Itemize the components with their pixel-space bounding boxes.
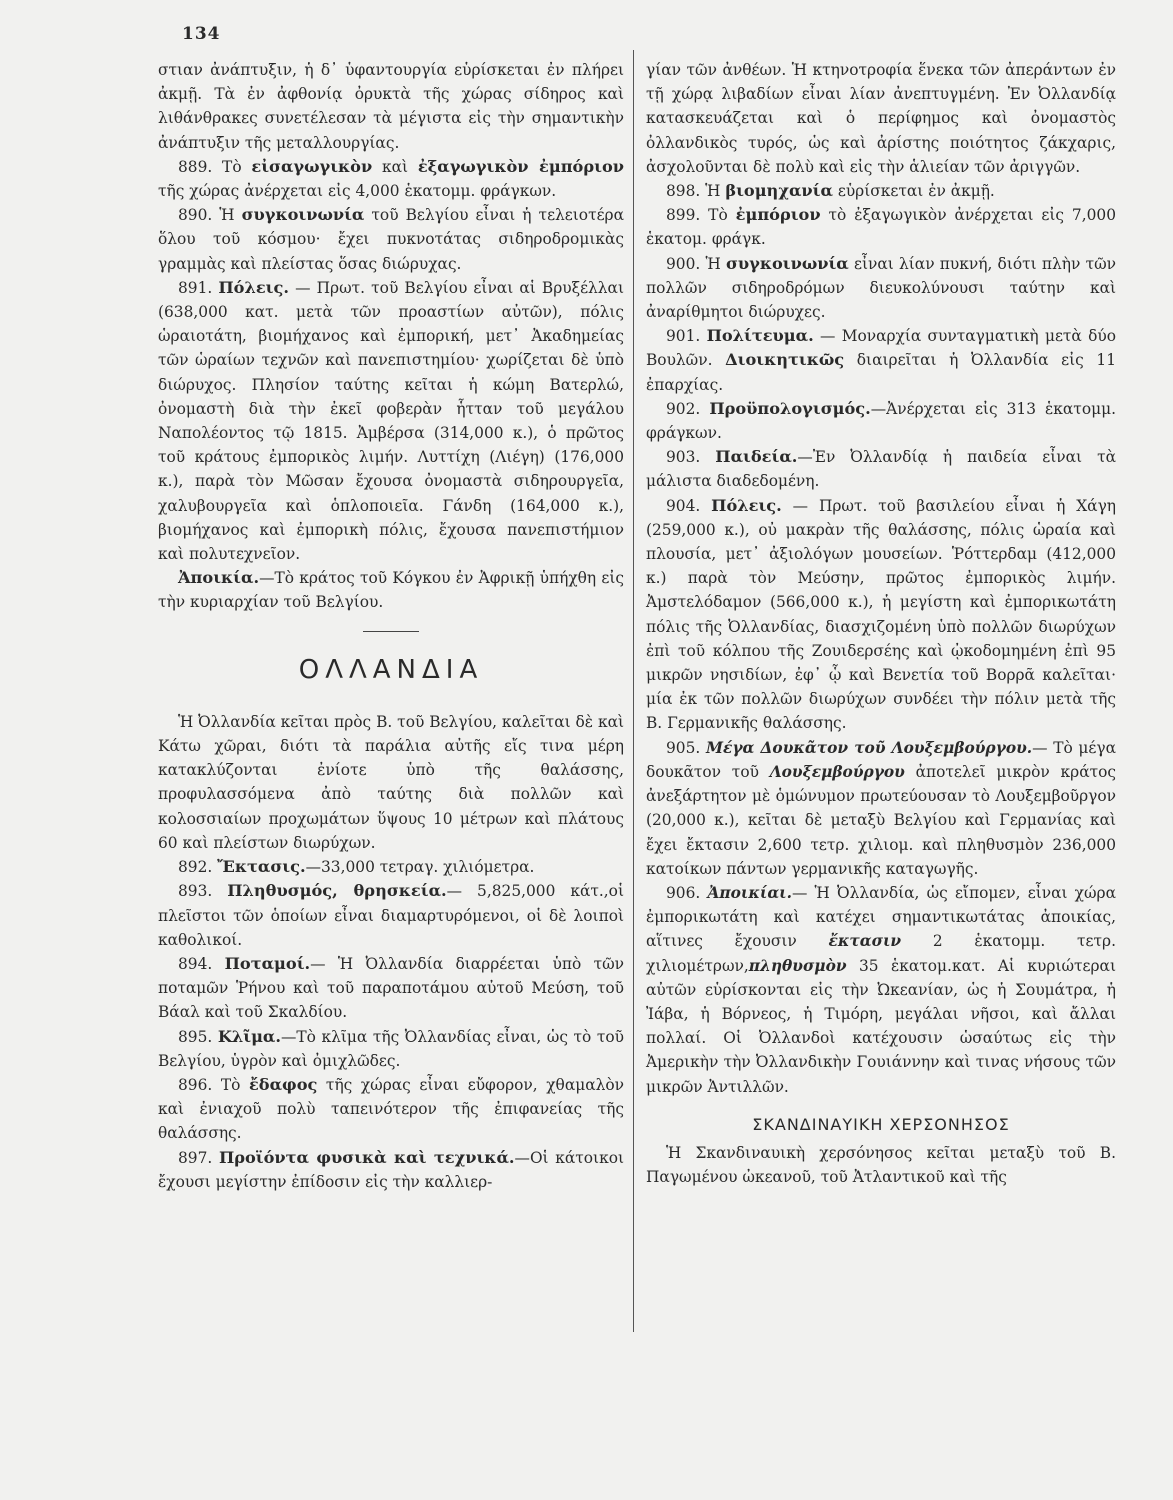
para-text: — Τὸ μέγα δουκᾶτον τοῦ [646,738,1116,781]
keyword: ἐμπόριον [735,205,821,225]
section-rule [363,631,419,632]
keyword: Πόλεις. [218,277,289,297]
paragraph-889 [158,155,624,203]
para-text: — Πρωτ. τοῦ Βελγίου εἶναι αἱ Βρυξέλλαι (638,000 κατ. μετὰ τῶν προαστίων αὐτῶν), πόλις ὡραιοτάτη, βιομήχανος καὶ ἐμπορική, μετ᾽ Ἀκαδημείας τῶν ὡραίων τεχνῶν καὶ πανεπιστημίου· χωρίζεται δὲ ὑπὸ διώρυχος. Πλησίον ταύτης κεῖται ἡ κώμη Βατερλώ, ὀνομαστὴ διὰ τὴν ἐκεῖ φοβερὰν ἧτταν τοῦ μεγάλου Ναπολέοντος τῷ 1815. Ἀμβέρσα (314,000 κ.), ὁ πρῶτος τοῦ κράτους ἐμπορικὸς λιμήν. Λυττίχη (Λιέγη) (176,000 κ.), παρὰ τὸν Μῶσαν ἔχουσα ὀνομαστὰ σιδηρουργεῖα, χαλυβουργεῖα καὶ ὁπλοποιεῖα. Γάνδη (164,000 κ.), βιομήχανος καὶ ἐμπορικὴ πόλις, ἔχουσα πανεπιστήμιον καὶ πολυτεχνεῖον. [158,278,624,564]
right-column [646,58,1116,1189]
paragraph-890 [158,203,624,276]
para-number: 899. Τὸ [666,206,736,225]
keyword: συγκοινωνία [241,205,365,225]
para-text: —Τὸ κλῖμα τῆς Ὀλλανδίας εἶναι, ὡς τὸ τοῦ Βελγίου, ὑγρὸν καὶ ὀμιχλῶδες. [158,1027,624,1070]
para-number: 891. [178,278,219,297]
keyword: Πληθυσμός, θρησκεία. [227,881,447,901]
para-number: 895. [178,1027,218,1046]
paragraph-899 [646,203,1116,251]
paragraph-continuation: στιαν ἀνάπτυξιν, ἡ δ᾽ ὑφαντουργία εὑρίσκεται ἐν πλήρει ἀκμῇ. Τὰ ἐν ἀφθονίᾳ ὀρυκτὰ τῆς χώρας σίδηρος καὶ λιθάνθρακες συνετέλεσαν τὰ μέγιστα εἰς τὴν σημαντικὴν ἀνάπτυξιν τῆς μεταλλουργίας. [158,61,624,152]
para-text: — 5,825,000 κάτ.,οἱ πλεῖστοι τῶν ὁποίων εἶναι διαμαρτυρόμενοι, οἱ δὲ λοιποὶ καθολικοί. [158,882,624,949]
keyword: ἔκτασιν [828,932,902,951]
para-text: — Μοναρχία συνταγματικὴ μετὰ δύο Βουλῶν. [646,327,1116,370]
keyword: Ἀποικίαι. [707,883,792,902]
para-number: 898. Ἡ [666,182,726,201]
para-text: — Πρωτ. τοῦ βασιλείου εἶναι ἡ Χάγη (259,000 κ.), οὐ μακρὰν τῆς θαλάσσης, πόλις ὡραία καὶ πλουσία, μετ᾽ ἀξιολόγων μουσείων. Ῥόττερδαμ (412,000 κ.) παρὰ τὸν Μεύσην, πρῶτος ἐμπορικὸς λιμήν. Ἀμστελόδαμον (566,000 κ.), ἡ μεγίστη καὶ ἐμπορικωτάτη πόλις τῆς Ὀλλανδίας, διασχιζομένη ὑπὸ πολλῶν διωρύχων ἐπὶ τοῦ κόλπου τῆς Ζουιδερσέης καὶ ᾠκοδομημένη ἐπὶ 95 μικρῶν νησιδίων, ἐφ᾽ ᾧ καὶ Βενετία τοῦ Βορρᾶ καλεῖται· μία ἐκ τῶν πολλῶν διωρύχων συνδέει τὴν πόλιν μετὰ τῆς Β. Γερμανικῆς θαλάσσης. [646,496,1116,733]
keyword: Ἔκτασις. [217,857,306,877]
paragraph-900 [646,252,1116,325]
para-number: 903. [666,448,716,467]
paragraph-holland-intro: Ἡ Ὀλλανδία κεῖται πρὸς Β. τοῦ Βελγίου, καλεῖται δὲ καὶ Κάτω χῶραι, διότι τὰ παράλια αὐτῆς εἴς τινα μέρη κατακλύζονται ἐνίοτε ὑπὸ τῆς θαλάσσης, προφυλασσόμενα ἀπὸ ταύτης διὰ πολλῶν καὶ κολοσσιαίων προχωμάτων ὕψους 10 μέτρων καὶ πλάτους 60 καὶ πλείστων διωρύχων. [158,712,624,852]
keyword: Ποταμοί. [224,953,311,973]
para-text: — Ἡ Ὀλλανδία διαρρέεται ὑπὸ τῶν ποταμῶν Ῥήνου καὶ τοῦ παραποτάμου αὐτοῦ Μεύση, τοῦ Βάαλ καὶ τοῦ Σκαλδίου. [158,954,624,1022]
paragraph-898 [646,179,1116,203]
para-number: 893. [178,882,228,901]
section-title-holland: ΟΛΛΑΝΔΙΑ [298,654,484,685]
para-text: 35 ἑκατομ.κατ. Αἱ κυριώτεραι αὐτῶν εὑρίσκονται εἰς τὴν Ὠκεανίαν, ὡς ἡ Σουμάτρα, ἡ Ἰάβα, ἡ Βόρνεος, ἡ Τιμόρη, μεγάλαι νῆσοι, καὶ ἄλλαι πολλαί. Οἱ Ὀλλανδοὶ κατέχουσιν ὡσαύτως εἰς τὴν Ἀμερικὴν τὴν Ὀλλανδικὴν Γουιάννην καὶ τινας νήσους τῶν μικρῶν Ἀντιλλῶν. [646,956,1116,1096]
para-number: 897. [178,1148,219,1167]
keyword: συγκοινωνία [725,253,849,273]
para-text: τὸ ἐξαγωγικὸν ἀνέρχεται εἰς 7,000 ἑκατομ. φράγκ. [646,206,1116,249]
para-number: 892. [178,858,218,877]
para-number: 896. Τὸ [178,1075,249,1094]
paragraph-896 [158,1073,624,1146]
paragraph-891 [158,276,624,566]
paragraph-893 [158,879,624,952]
paragraph-902 [646,397,1116,445]
keyword: πληθυσμὸν [748,956,847,975]
para-text: —33,000 τετραγ. χιλιόμετρα. [305,858,535,877]
para-text: —Τὸ κράτος τοῦ Κόγκου ἐν Ἀφρικῇ ὑπήχθη εἰς τὴν κυριαρχίαν τοῦ Βελγίου. [158,569,624,612]
paragraph-903 [646,445,1116,493]
paragraph-apoikia [158,566,624,614]
keyword: ἐξαγωγικὸν ἐμπόριον [417,156,624,176]
para-text: —Ἀνέρχεται εἰς 313 ἑκατομμ. φράγκων. [646,399,1116,443]
para-text: εἶναι λίαν πυκνή, διότι πλὴν τῶν πολλῶν σιδηροδρόμων διευκολύνουσι ταύτην καὶ ἀναρίθμητοι διώρυχες. [646,254,1116,322]
para-number: 906. [666,883,708,902]
para-number: 904. [666,496,712,515]
keyword: Προϋπολογισμός. [709,398,871,418]
para-text: 2 ἑκατομμ. τετρ. χιλιομέτρων, [646,932,1116,975]
para-text: καὶ [372,157,418,176]
keyword: βιομηχανία [725,181,833,201]
para-number: 890. Ἡ [178,206,242,225]
para-text: —Ἐν Ὀλλανδίᾳ ἡ παιδεία εἶναι τὰ μάλιστα διαδεδομένη. [646,448,1116,491]
page-number: 134 [182,24,221,44]
section-title-scandinavia: ΣΚΑΝΔΙΝΑΥΙΚΗ ΧΕΡΣΟΝΗΣΟΣ [752,1114,1010,1134]
paragraph-scandinavia-intro: Ἡ Σκανδιναυικὴ χερσόνησος κεῖται μεταξὺ τοῦ Β. Παγωμένου ὠκεανοῦ, τοῦ Ἀτλαντικοῦ καὶ τῆς [646,1143,1116,1187]
keyword: Παιδεία. [715,447,798,467]
para-text: τῆς χώρας ἀνέρχεται εἰς 4,000 ἑκατομμ. φράγκων. [158,182,557,201]
para-number: 889. Τὸ [178,157,252,176]
keyword: Μέγα Δουκᾶτον τοῦ Λουξεμβούργου. [705,738,1033,757]
keyword: Πολίτευμα. [706,326,814,346]
column-divider [633,50,634,1332]
para-number: 900. Ἡ [666,254,726,273]
keyword: Λουξεμβούργου [769,762,905,781]
keyword: εἰσαγωγικὸν [251,156,373,176]
paragraph-895 [158,1025,624,1073]
para-number: 901. [666,327,707,346]
keyword: Πόλεις. [711,495,782,515]
keyword: Προϊόντα φυσικὰ καὶ τεχνικά. [218,1147,515,1167]
para-number: 902. [666,399,710,418]
paragraph-904 [646,494,1116,736]
para-text: τῆς χώρας εἶναι εὔφορον, χθαμαλὸν καὶ ἐνιαχοῦ πολὺ ταπεινότερον τῆς ἐπιφανείας τῆς θαλάσσης. [158,1075,624,1143]
keyword: Κλῖμα. [217,1026,282,1046]
keyword: ἔδαφος [248,1074,318,1094]
keyword: Ἀποικία. [178,568,260,588]
para-text: διαιρεῖται ἡ Ὀλλανδία εἰς 11 ἐπαρχίας. [646,351,1116,394]
para-text: εὑρίσκεται ἐν ἀκμῇ. [832,182,995,201]
para-text: ἀποτελεῖ μικρὸν κράτος ἀνεξάρτητον μὲ ὁμώνυμον πρωτεύουσαν τὸ Λουξεμβοῦργον (20,000 κ.), κεῖται δὲ μεταξὺ Βελγίου καὶ Γερμανίας καὶ ἔχει ἔκτασιν 2,600 τετρ. χιλιομ. καὶ πληθυσμὸν 236,000 κατοίκων πάντων γερμανικῆς καταγωγῆς. [646,762,1116,878]
keyword: Διοικητικῶς [725,350,845,370]
paragraph-894 [158,952,624,1025]
paragraph-905 [646,736,1116,881]
paragraph-892 [158,855,624,879]
para-number: 905. [666,738,706,757]
para-text: — Ἡ Ὀλλανδία, ὡς εἴπομεν, εἶναι χώρα ἐμπορικωτάτη καὶ κατέχει σημαντικωτάτας ἀποικίας, αἵτινες ἔχουσιν [646,883,1116,951]
paragraph-897 [158,1146,624,1194]
para-text: τοῦ Βελγίου εἶναι ἡ τελειοτέρα ὅλου τοῦ κόσμου· ἔχει πυκνοτάτας σιδηροδρομικὰς γραμμὰς καὶ πλείστας ὅσας διώρυχας. [158,206,624,273]
para-text: —Οἱ κάτοικοι ἔχουσι μεγίστην ἐπίδοσιν εἰς τὴν καλλιερ- [158,1148,624,1191]
paragraph-901 [646,324,1116,397]
paragraph-continuation: γίαν τῶν ἀνθέων. Ἡ κτηνοτροφία ἕνεκα τῶν ἀπεράντων ἐν τῇ χώρᾳ λιβαδίων εἶναι λίαν ἀνεπτυγμένη. Ἐν Ὀλλανδίᾳ κατασκευάζεται καὶ ὁ περίφημος καὶ ὀνομαστὸς ὀλλανδικὸς τυρός, ὡς καὶ ἀρίστης ποιότητος ζάκχαρις, ἀσχολοῦνται δὲ πολὺ καὶ εἰς τὴν ἁλιείαν τῶν ἀριγγῶν. [646,61,1116,176]
para-number: 894. [178,954,225,973]
paragraph-906 [646,881,1116,1099]
left-column [158,58,624,1194]
